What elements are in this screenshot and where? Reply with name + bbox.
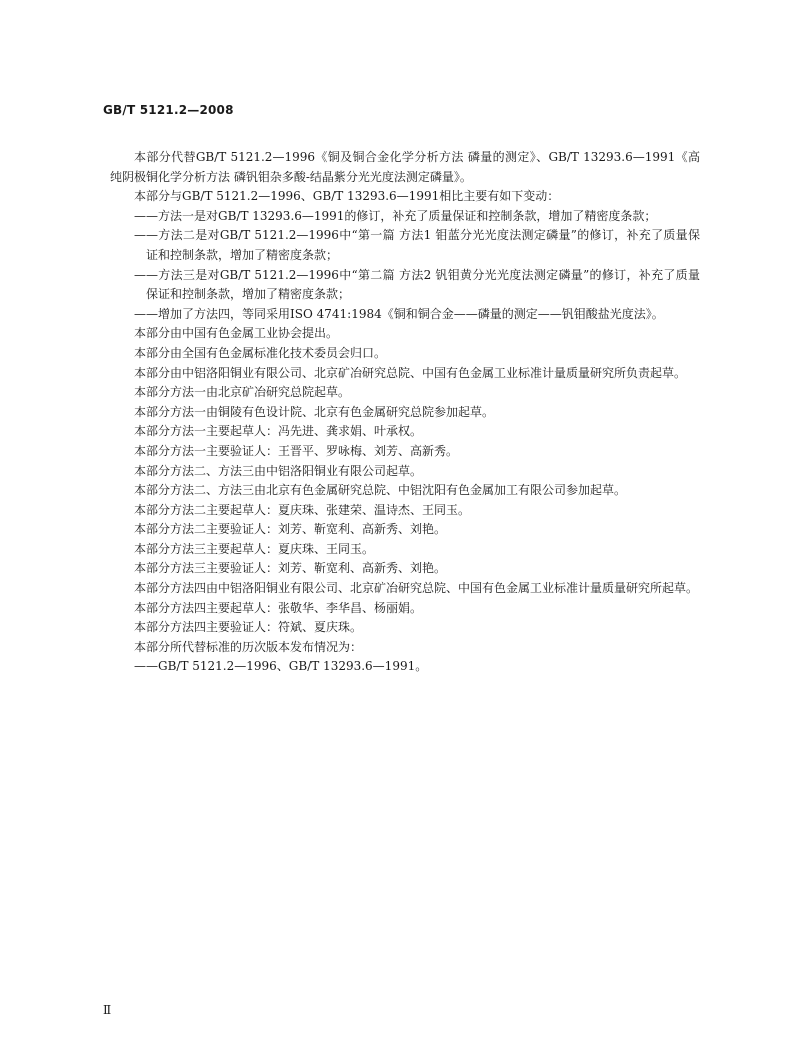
paragraph: 本部分方法三主要验证人：刘芳、靳宽利、高新秀、刘艳。 xyxy=(134,561,447,576)
paragraph: 本部分方法二、方法三由北京有色金属研究总院、中铝沈阳有色金属加工有限公司参加起草。 xyxy=(134,483,627,498)
version-history-item: ——GB/T 5121.2—1996、GB/T 13293.6—1991。 xyxy=(134,659,428,674)
paragraph: 本部分方法四由中铝洛阳铜业有限公司、北京矿冶研究总院、中国有色金属工业标准计量质量研究所起草。 xyxy=(134,581,699,596)
change-item: ——增加了方法四，等同采用ISO 4741:1984《铜和铜合金——磷量的测定——钒钼酸盐光度法》。 xyxy=(134,306,664,321)
change-item: ——方法三是对GB/T 5121.2—1996中“第二篇 方法2 钒钼黄分光光度法测定磷量”的修订，补充了质量保证和控制条款，增加了精密度条款； xyxy=(134,267,700,302)
paragraph: 本部分由中国有色金属工业协会提出。 xyxy=(134,326,339,341)
change-item: ——方法二是对GB/T 5121.2—1996中“第一篇 方法1 钼蓝分光光度法测定磷量”的修订，补充了质量保证和控制条款，增加了精密度条款； xyxy=(134,228,700,262)
paragraph: 本部分所代替标准的历次版本发布情况为： xyxy=(134,639,363,654)
paragraph: 本部分方法四主要验证人：符斌、夏庆珠。 xyxy=(134,620,363,635)
paragraph: 本部分方法一由北京矿冶研究总院起草。 xyxy=(134,385,351,400)
paragraph: 本部分代替GB/T 5121.2—1996《铜及铜合金化学分析方法 磷量的测定》、GB/T 13293.6—1991《高纯阴极铜化学分析方法 磷钒钼杂多酸-结晶紫分光光度法测定磷量》。 xyxy=(110,150,700,184)
paragraph: 本部分方法一主要起草人：冯先进、龚求娟、叶承权。 xyxy=(134,424,423,439)
paragraph: 本部分与GB/T 5121.2—1996、GB/T 13293.6—1991相比主要有如下变动： xyxy=(134,189,560,204)
paragraph: 本部分方法一主要验证人：王晋平、罗咏梅、刘芳、高新秀。 xyxy=(134,443,459,458)
standard-code-header: GB/T 5121.2—2008 xyxy=(103,103,234,117)
paragraph: 本部分方法二主要验证人：刘芳、靳宽利、高新秀、刘艳。 xyxy=(134,522,447,537)
page-number: Ⅱ xyxy=(103,1003,112,1017)
paragraph: 本部分方法二主要起草人：夏庆珠、张建荣、温诗杰、王同玉。 xyxy=(134,502,471,517)
paragraph: 本部分方法一由铜陵有色设计院、北京有色金属研究总院参加起草。 xyxy=(134,404,495,419)
change-item: ——方法一是对GB/T 13293.6—1991的修订，补充了质量保证和控制条款，增加了精密度条款； xyxy=(134,208,657,223)
paragraph: 本部分方法三主要起草人：夏庆珠、王同玉。 xyxy=(134,541,375,556)
paragraph: 本部分由全国有色金属标准化技术委员会归口。 xyxy=(134,345,387,360)
paragraph: 本部分由中铝洛阳铜业有限公司、北京矿冶研究总院、中国有色金属工业标准计量质量研究所负责起草。 xyxy=(134,365,687,380)
paragraph: 本部分方法二、方法三由中铝洛阳铜业有限公司起草。 xyxy=(134,463,423,478)
paragraph: 本部分方法四主要起草人：张敬华、李华昌、杨丽娟。 xyxy=(134,600,423,615)
foreword-body xyxy=(110,148,700,677)
